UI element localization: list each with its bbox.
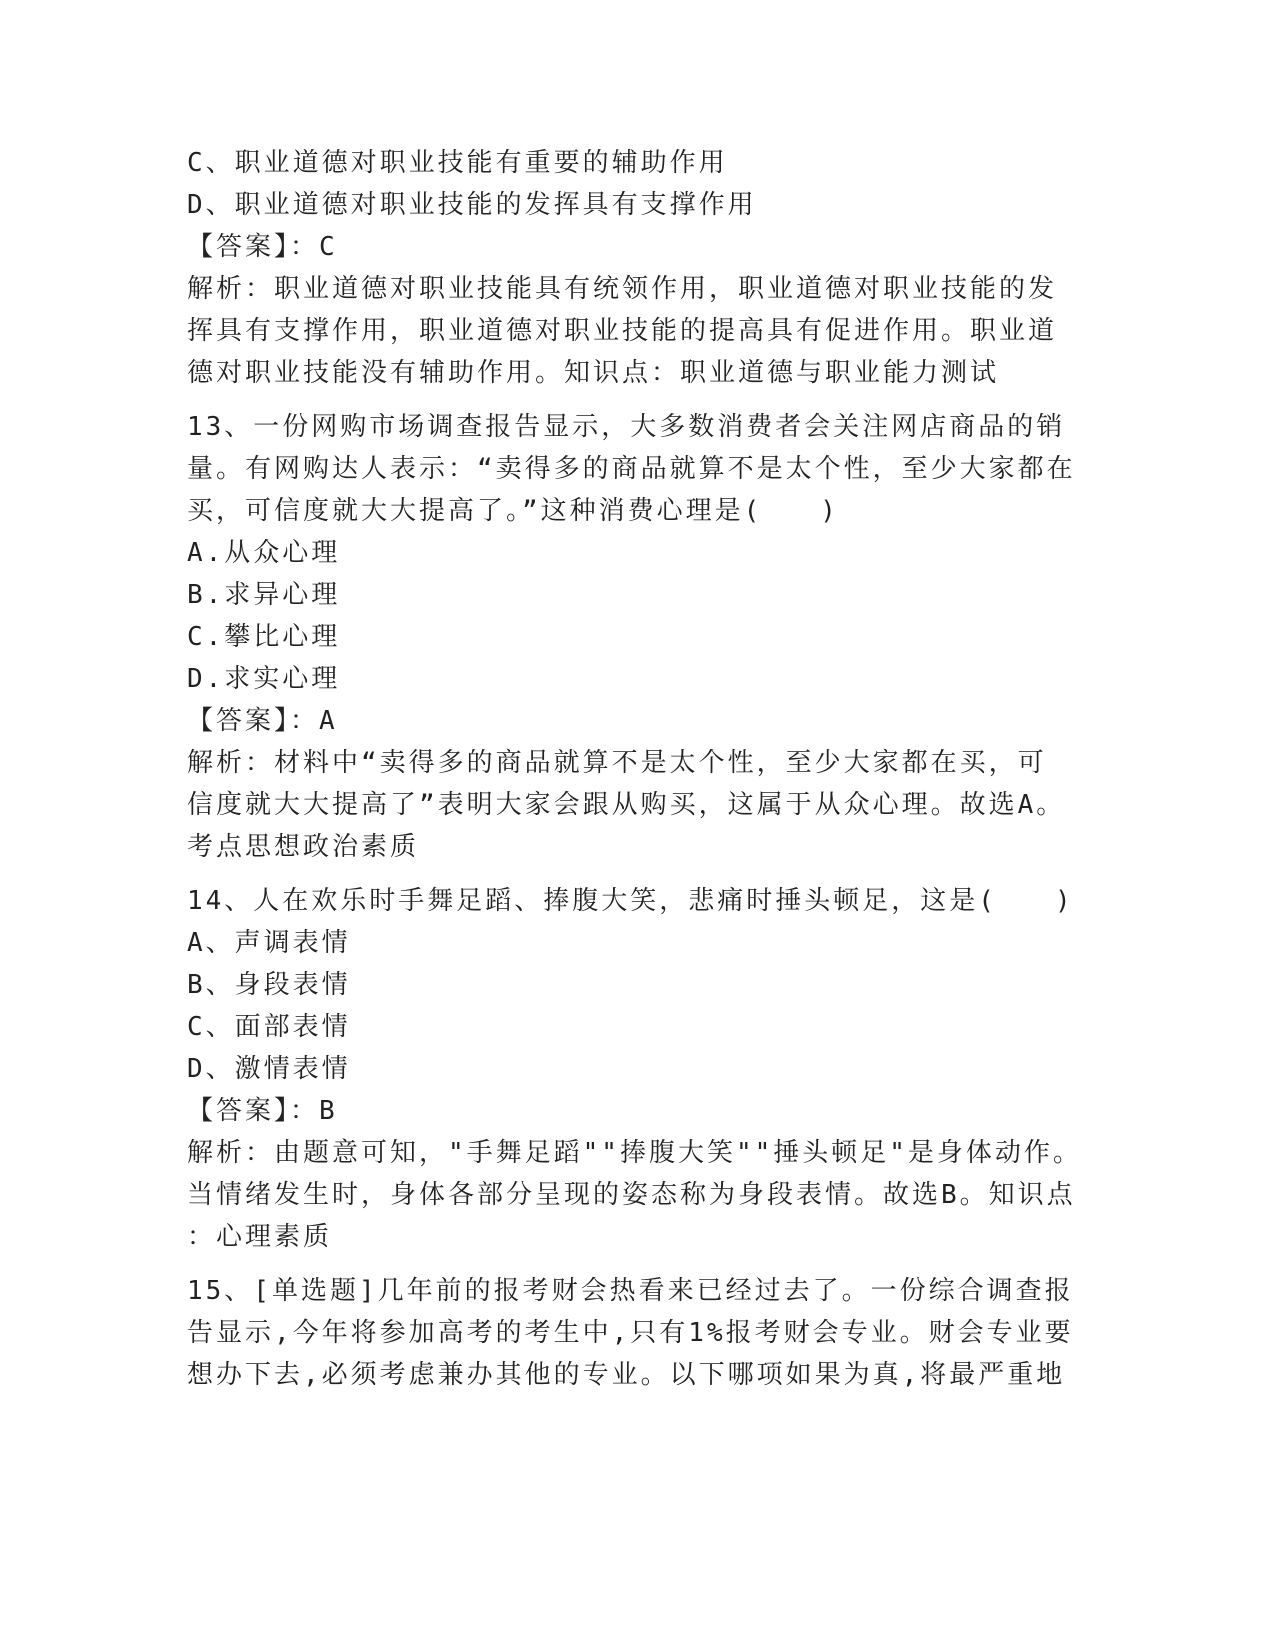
- spacer: [187, 868, 1087, 880]
- option-d: D、职业道德对职业技能的发挥具有支撑作用: [187, 190, 757, 220]
- analysis-line: 当情绪发生时，身体各部分呈现的姿态称为身段表情。故选B。知识点: [187, 1180, 1076, 1210]
- question-stem-line: 15、[单选题]几年前的报考财会热看来已经过去了。一份综合调查报: [187, 1276, 1074, 1306]
- option-d: D.求实心理: [187, 664, 341, 694]
- spacer: [187, 394, 1087, 406]
- question-stem-line: 14、人在欢乐时手舞足蹈、捧腹大笑，悲痛时捶头顿足，这是( ): [187, 886, 1074, 916]
- analysis-line: 挥具有支撑作用，职业道德对职业技能的提高具有促进作用。职业道: [187, 316, 1058, 346]
- option-c: C、职业道德对职业技能有重要的辅助作用: [187, 148, 728, 178]
- analysis-line: 考点思想政治素质: [187, 832, 420, 862]
- analysis-line: ：心理素质: [187, 1222, 333, 1252]
- option-b: B、身段表情: [187, 970, 351, 1000]
- analysis-line: 信度就大大提高了”表明大家会跟从购买，这属于从众心理。故选A。: [187, 790, 1066, 820]
- question-12-tail: [187, 142, 1087, 394]
- question-15: [187, 1270, 1087, 1396]
- option-d: D、激情表情: [187, 1054, 351, 1084]
- spacer: [187, 1258, 1087, 1270]
- question-stem-line: 告显示,今年将参加高考的考生中,只有1%报考财会专业。财会专业要: [187, 1318, 1074, 1348]
- question-stem-line: 买，可信度就大大提高了。”这种消费心理是( ): [187, 496, 839, 526]
- question-14: [187, 880, 1087, 1258]
- answer-line: 【答案】：A: [187, 706, 338, 736]
- question-stem-line: 想办下去,必须考虑兼办其他的专业。以下哪项如果为真,将最严重地: [187, 1360, 1066, 1390]
- option-b: B.求异心理: [187, 580, 341, 610]
- answer-line: 【答案】：C: [187, 232, 338, 262]
- answer-line: 【答案】：B: [187, 1096, 338, 1126]
- analysis-line: 解析：职业道德对职业技能具有统领作用，职业道德对职业技能的发: [187, 274, 1058, 304]
- option-c: C.攀比心理: [187, 622, 341, 652]
- option-c: C、面部表情: [187, 1012, 351, 1042]
- analysis-line: 解析：由题意可知，"手舞足蹈""捧腹大笑""捶头顿足"是身体动作。: [187, 1138, 1082, 1168]
- question-stem-line: 量。有网购达人表示：“卖得多的商品就算不是太个性，至少大家都在: [187, 454, 1076, 484]
- question-13: [187, 406, 1087, 868]
- option-a: A、声调表情: [187, 928, 351, 958]
- page-content: [187, 142, 1087, 1396]
- question-stem-line: 13、一份网购市场调查报告显示，大多数消费者会关注网店商品的销: [187, 412, 1066, 442]
- analysis-line: 解析：材料中“卖得多的商品就算不是太个性，至少大家都在买，可: [187, 748, 1047, 778]
- analysis-line: 德对职业技能没有辅助作用。知识点：职业道德与职业能力测试: [187, 358, 1000, 388]
- option-a: A.从众心理: [187, 538, 341, 568]
